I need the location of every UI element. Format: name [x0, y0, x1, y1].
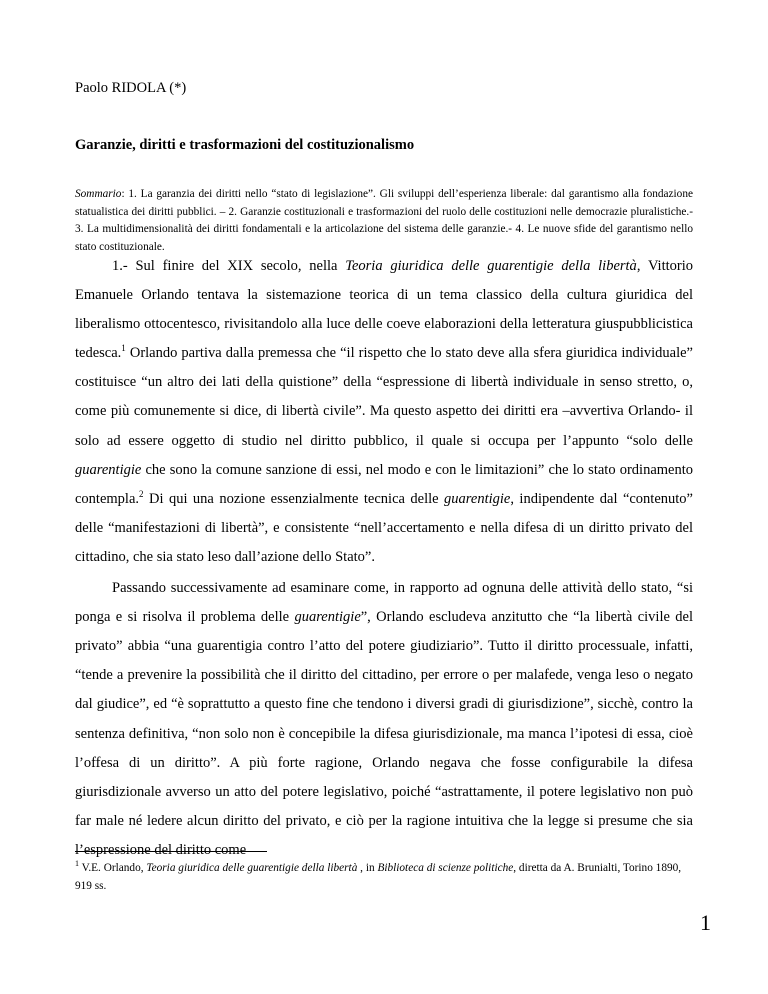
summary-text: : 1. La garanzia dei diritti nello “stato di legislazione”. Gli sviluppi dell’esperienza liberale: dal garantismo alla fondazione statualistica dei diritti pubblici. – 2. Garanzie costituzionali e trasformazioni del ruolo delle costituzioni nelle democrazie pluralistiche.- 3. La multidimensionalità dei diritti fondamentali e la articolazione del sistema delle garanzie.- 4. Le nuove sfide del garantismo nello stato costituzionale.: [75, 188, 693, 253]
text-run: Di qui una nozione essenzialmente tecnica delle: [143, 490, 445, 507]
summary-label: Sommario: [75, 188, 122, 200]
footnote-number: 1: [75, 859, 79, 869]
paragraph-2: [75, 574, 693, 865]
work-title-italic: Teoria giuridica delle guarentigie della libertà: [146, 862, 358, 874]
series-title-italic: Biblioteca di scienze politiche: [377, 862, 514, 874]
text-run: , in: [357, 862, 378, 874]
text-run: Passando successivamente ad esaminare come, in rapporto ad ognuna delle attività dello stato, “si ponga e si risolva il problema delle: [75, 580, 693, 626]
footnote-ref-2[interactable]: 2: [139, 488, 144, 499]
footnote-1: [75, 860, 693, 895]
text-run: ”, Orlando escludeva anzitutto che “la libertà civile del privato” abbia “una guarentigia contro l’atto del potere giudiziario”. Tutto il diritto processuale, infatti, “tende a prevenire la possibilità che il diritto del cittadino, per errore o per malafede, venga leso o negato dal giudice”, ed “è soprattutto a questo fine che tendono i diversi gradi di giurisdizione”, sicchè, contro la sentenza definitiva, “non solo non è concepibile la difesa giurisdizionale, ma manca l’ipotesi di essa, cioè l’offesa di un diritto”. A più forte ragione, Orlando negava che fosse configurabile la difesa giurisdizionale avverso un atto del potere legislativo, poiché “astrattamente, il potere legislativo non può far male né ledere alcun diritto del privato, e ciò per la ragione intuitiva che la legge si presume che sia l’espressione del diritto come: [75, 609, 693, 858]
text-run: V.E. Orlando,: [79, 862, 147, 874]
page-number: 1: [700, 910, 711, 935]
text-run: Orlando partiva dalla premessa che “il rispetto che lo stato deve alla sfera giuridica individuale” costituisce “un altro dei lati della quistione” della “espressione di libertà individuale in senso stretto, o, come più comunemente si dice, di libertà civile”. Ma questo aspetto dei diritti era –avvertiva Orlando- il solo ad essere oggetto di studio nel diritto pubblico, il quale si occupa per l’appunto “solo delle: [75, 345, 693, 449]
footnote-ref-1[interactable]: 1: [121, 343, 126, 354]
text-run: , diretta da A. Brunialti, Torino 1890, 919 ss.: [75, 862, 682, 892]
article-title: Garanzie, diritti e trasformazioni del costituzionalismo: [75, 137, 415, 153]
text-run: che sono la comune sanzione di essi, nel modo e con le limitazioni” che lo stato ordinamento contempla.: [75, 461, 693, 507]
footnote-separator: [75, 851, 267, 852]
author-name: Paolo RIDOLA (*): [75, 80, 187, 96]
work-title-italic: Teoria giuridica delle guarentigie della libertà: [345, 258, 637, 274]
emphasis-italic: guarentigie: [294, 609, 361, 626]
paragraph-1: [75, 252, 693, 572]
body-text: [75, 252, 693, 865]
summary-block: [75, 186, 693, 256]
text-run: , indipendente dal “contenuto” delle “manifestazioni di libertà”, e consistente “nell’accertamento e nella difesa di un diritto privato del cittadino, che sia stato leso dall’azione dello Stato”.: [75, 490, 693, 565]
text-run: , Vittorio Emanuele Orlando tentava la sistemazione teorica di un tema classico della cultura giuridica del liberalismo ottocentesco, rivisitandolo alla luce delle coeve elaborazioni della letteratura giuspubblicistica tedesca.: [75, 258, 693, 362]
emphasis-italic: guarentigie: [75, 461, 142, 478]
text-run: 1.- Sul finire del XIX secolo, nella: [112, 258, 346, 274]
emphasis-italic: guarentigie: [444, 490, 511, 507]
